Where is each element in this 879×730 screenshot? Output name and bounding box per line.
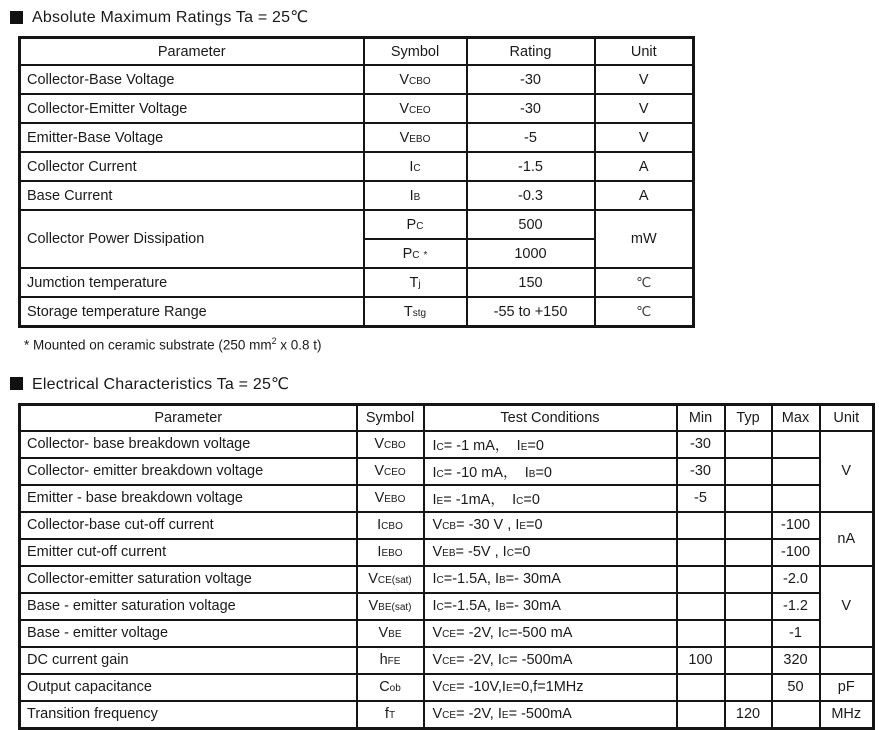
symbol-cell: hFE (357, 647, 424, 674)
column-header-symbol: Symbol (364, 38, 467, 66)
parameter-cell: Storage temperature Range (20, 297, 364, 327)
parameter-cell: Collector-base cut-off current (20, 512, 357, 539)
parameter-cell: Collector-emitter saturation voltage (20, 566, 357, 593)
column-header-symbol: Symbol (357, 404, 424, 431)
test-conditions-cell: VCB= -30 V , IE=0 (424, 512, 677, 539)
min-cell (677, 566, 725, 593)
column-header-unit: Unit (820, 404, 874, 431)
table-row (20, 566, 874, 593)
unit-cell: mW (595, 210, 694, 268)
page-title: Absolute Maximum Ratings Ta = 25℃ (32, 9, 309, 26)
parameter-cell: Collector Current (20, 152, 364, 181)
max-cell (772, 485, 820, 512)
typ-cell (725, 674, 772, 701)
parameter-cell: Base Current (20, 181, 364, 210)
parameter-cell: Collector-Base Voltage (20, 65, 364, 94)
symbol-cell: IB (364, 181, 467, 210)
table-row (20, 674, 874, 701)
table-row (20, 268, 694, 297)
test-conditions-cell: IC=-1.5A, IB=- 30mA (424, 593, 677, 620)
symbol-cell: VCEO (357, 458, 424, 485)
min-cell (677, 512, 725, 539)
typ-cell (725, 431, 772, 458)
symbol-cell: VEBO (364, 123, 467, 152)
unit-cell: V (595, 123, 694, 152)
max-cell: -100 (772, 512, 820, 539)
test-conditions-cell: VCE= -2V, IE= -500mA (424, 701, 677, 729)
symbol-cell: Tj (364, 268, 467, 297)
table-row (20, 210, 694, 239)
symbol-cell: VCE(sat) (357, 566, 424, 593)
rating-cell: -1.5 (467, 152, 595, 181)
parameter-cell: Output capacitance (20, 674, 357, 701)
table-row (20, 65, 694, 94)
column-header-parameter: Parameter (20, 404, 357, 431)
rating-cell: -0.3 (467, 181, 595, 210)
symbol-cell: fT (357, 701, 424, 729)
symbol-cell: Tstg (364, 297, 467, 327)
max-cell (772, 431, 820, 458)
section-electrical-characteristics-title (10, 374, 879, 394)
parameter-cell: Collector- emitter breakdown voltage (20, 458, 357, 485)
max-cell: -1.2 (772, 593, 820, 620)
footnote: * Mounted on ceramic substrate (250 $mm^2$ x 0.8 t) (24, 336, 322, 353)
symbol-cell: VBE (357, 620, 424, 647)
unit-cell: nA (820, 512, 874, 566)
unit-cell: V (820, 431, 874, 512)
min-cell: -30 (677, 431, 725, 458)
min-cell (677, 620, 725, 647)
table-row (20, 512, 874, 539)
absolute-maximum-ratings-table (18, 36, 695, 328)
parameter-cell: Base - emitter voltage (20, 620, 357, 647)
symbol-cell: ICBO (357, 512, 424, 539)
test-conditions-cell: IC= -10 mA， IB=0 (424, 458, 677, 485)
typ-cell: 120 (725, 701, 772, 729)
symbol-cell: VCBO (357, 431, 424, 458)
min-cell (677, 674, 725, 701)
rating-cell: 1000 (467, 239, 595, 268)
parameter-cell: Base - emitter saturation voltage (20, 593, 357, 620)
unit-cell: V (595, 94, 694, 123)
test-conditions-cell: VCE= -2V, IC=-500 mA (424, 620, 677, 647)
parameter-cell: Transition frequency (20, 701, 357, 729)
table-row (20, 123, 694, 152)
min-cell (677, 539, 725, 566)
typ-cell (725, 620, 772, 647)
max-cell: 320 (772, 647, 820, 674)
unit-cell: MHz (820, 701, 874, 729)
test-conditions-cell: IC=-1.5A, IB=- 30mA (424, 566, 677, 593)
rating-cell: 150 (467, 268, 595, 297)
symbol-cell: VEBO (357, 485, 424, 512)
table-row (20, 485, 874, 512)
table-header-row (20, 404, 874, 431)
table-row (20, 701, 874, 729)
table-row (20, 593, 874, 620)
max-cell (772, 458, 820, 485)
symbol-cell: IC (364, 152, 467, 181)
typ-cell (725, 485, 772, 512)
unit-cell: A (595, 181, 694, 210)
min-cell: -5 (677, 485, 725, 512)
unit-cell (820, 647, 874, 674)
unit-cell: A (595, 152, 694, 181)
symbol-cell: IEBO (357, 539, 424, 566)
max-cell: 50 (772, 674, 820, 701)
table-header-row (20, 38, 694, 66)
symbol-cell: Cob (357, 674, 424, 701)
table-row (20, 297, 694, 327)
typ-cell (725, 512, 772, 539)
rating-cell: -5 (467, 123, 595, 152)
max-cell (772, 701, 820, 729)
column-header-min: Min (677, 404, 725, 431)
table-row (20, 152, 694, 181)
parameter-cell: Emitter - base breakdown voltage (20, 485, 357, 512)
parameter-cell: Emitter cut-off current (20, 539, 357, 566)
parameter-cell: DC current gain (20, 647, 357, 674)
min-cell: -30 (677, 458, 725, 485)
rating-cell: -30 (467, 65, 595, 94)
symbol-cell: PC * (364, 239, 467, 268)
test-conditions-cell: IC= -1 mA， IE=0 (424, 431, 677, 458)
typ-cell (725, 593, 772, 620)
symbol-cell: VBE(sat) (357, 593, 424, 620)
table-row (20, 181, 694, 210)
parameter-cell: Collector-Emitter Voltage (20, 94, 364, 123)
typ-cell (725, 566, 772, 593)
symbol-cell: VCEO (364, 94, 467, 123)
test-conditions-cell: VCE= -2V, IC= -500mA (424, 647, 677, 674)
section-absolute-maximum-ratings-title (10, 7, 879, 27)
unit-cell: pF (820, 674, 874, 701)
min-cell: 100 (677, 647, 725, 674)
column-header-unit: Unit (595, 38, 694, 66)
test-conditions-cell: IE= -1mA， IC=0 (424, 485, 677, 512)
symbol-cell: PC (364, 210, 467, 239)
table-row (20, 539, 874, 566)
section-title: Electrical Characteristics Ta = 25℃ (32, 375, 290, 393)
table-row (20, 431, 874, 458)
max-cell: -2.0 (772, 566, 820, 593)
unit-cell: V (820, 566, 874, 647)
test-conditions-cell: VEB= -5V , IC=0 (424, 539, 677, 566)
table-row (20, 458, 874, 485)
parameter-cell: Emitter-Base Voltage (20, 123, 364, 152)
parameter-cell: Collector- base breakdown voltage (20, 431, 357, 458)
table-row (20, 94, 694, 123)
black-square-icon (10, 377, 23, 390)
column-header-typ: Typ (725, 404, 772, 431)
column-header-test-conditions: Test Conditions (424, 404, 677, 431)
rating-cell: -55 to +150 (467, 297, 595, 327)
typ-cell (725, 539, 772, 566)
max-cell: -100 (772, 539, 820, 566)
column-header-max: Max (772, 404, 820, 431)
symbol-cell: VCBO (364, 65, 467, 94)
table-row (20, 647, 874, 674)
rating-cell: -30 (467, 94, 595, 123)
black-square-icon (10, 11, 23, 24)
parameter-cell: Collector Power Dissipation (20, 210, 364, 268)
unit-cell: ℃ (595, 268, 694, 297)
table-row (20, 620, 874, 647)
unit-cell: V (595, 65, 694, 94)
column-header-parameter: Parameter (20, 38, 364, 66)
electrical-characteristics-table (18, 403, 875, 730)
typ-cell (725, 647, 772, 674)
min-cell (677, 593, 725, 620)
typ-cell (725, 458, 772, 485)
unit-cell: ℃ (595, 297, 694, 327)
parameter-cell: Jumction temperature (20, 268, 364, 297)
test-conditions-cell: VCE= -10V,IE=0,f=1MHz (424, 674, 677, 701)
column-header-rating: Rating (467, 38, 595, 66)
rating-cell: 500 (467, 210, 595, 239)
max-cell: -1 (772, 620, 820, 647)
min-cell (677, 701, 725, 729)
